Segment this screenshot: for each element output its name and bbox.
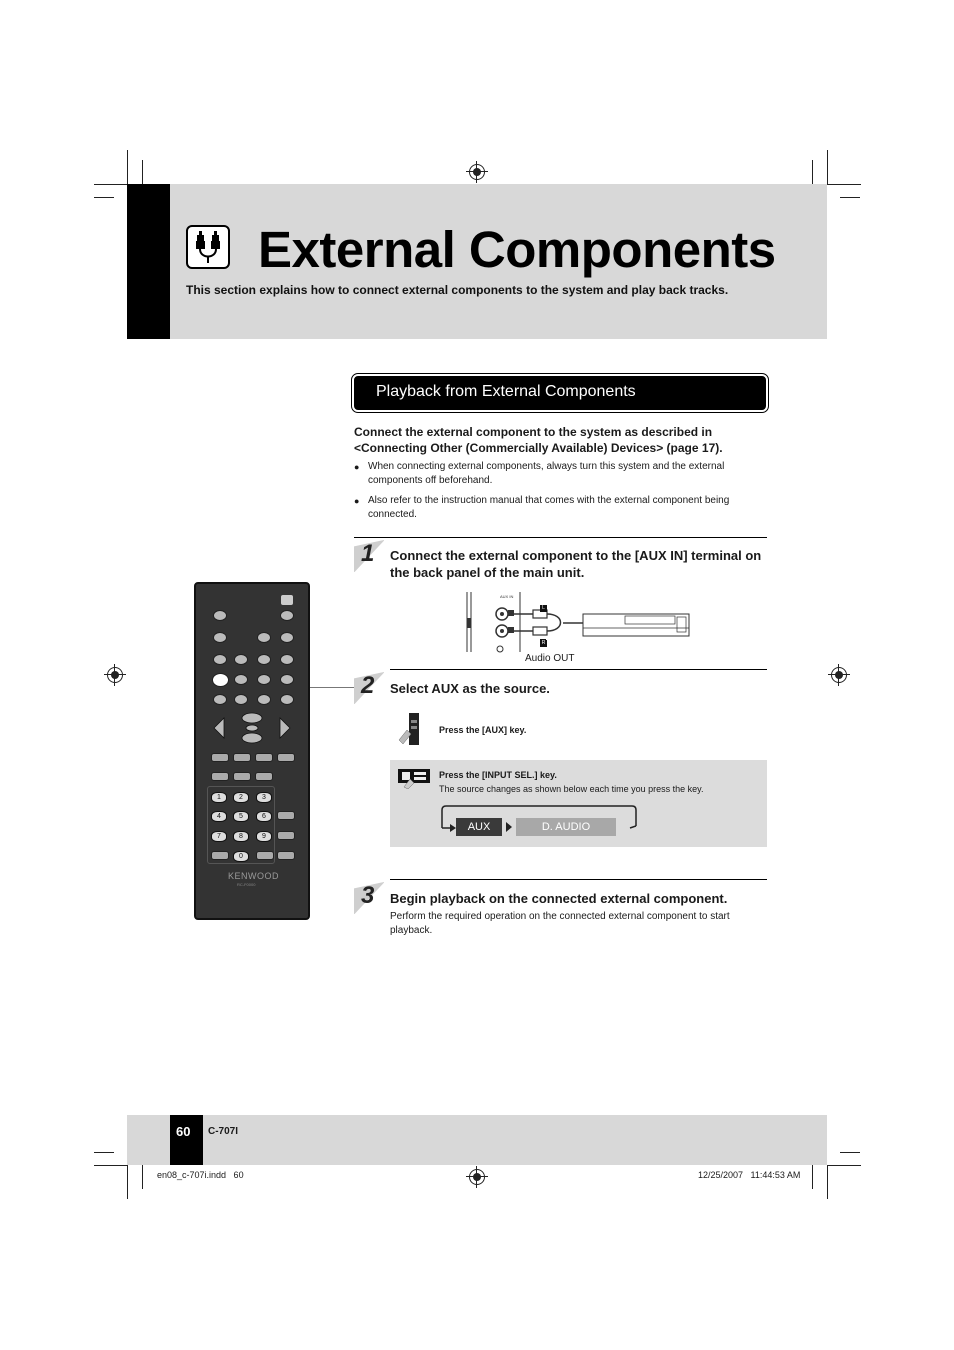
source-aux: AUX — [456, 818, 502, 836]
remote-button — [234, 694, 248, 705]
crop-mark — [827, 150, 828, 184]
press-input-text: Press the [INPUT SEL.] key. — [439, 770, 557, 780]
page-title: External Components — [258, 221, 776, 278]
remote-button — [280, 632, 294, 643]
step-number-badge — [354, 672, 384, 704]
registration-mark — [469, 1169, 485, 1185]
remote-button — [213, 654, 227, 665]
remote-button — [277, 811, 295, 820]
remote-button — [213, 694, 227, 705]
remote-button — [280, 654, 294, 665]
remote-brand-logo: KENWOOD — [228, 871, 280, 881]
remote-button — [257, 694, 271, 705]
crop-mark — [94, 184, 128, 185]
model-code: C-707I — [208, 1126, 239, 1137]
remote-button — [255, 753, 273, 762]
crop-mark — [827, 1165, 861, 1166]
remote-number-key: 6 — [256, 811, 272, 822]
step-number-badge — [354, 882, 384, 914]
intro-text: This section explains how to connect external components to the system and play back tracks. — [186, 283, 729, 297]
crop-mark — [840, 197, 860, 198]
remote-button — [277, 831, 295, 840]
crop-mark — [94, 1152, 114, 1153]
crop-mark — [142, 1165, 143, 1189]
press-aux-text: Press the [AUX] key. — [439, 725, 527, 735]
registration-mark — [831, 667, 847, 683]
remote-button — [213, 610, 227, 621]
remote-button — [257, 632, 271, 643]
remote-button — [280, 694, 294, 705]
aux-in-label: AUX IN — [500, 594, 514, 599]
step-divider — [390, 669, 767, 670]
registration-mark — [469, 164, 485, 180]
remote-number-key: 5 — [233, 811, 249, 822]
remote-number-key: 4 — [211, 811, 227, 822]
source-d-audio: D. AUDIO — [516, 818, 616, 836]
section-title: Playback from External Components — [376, 383, 636, 400]
remote-button — [211, 851, 229, 860]
remote-dpad — [212, 712, 292, 753]
remote-button — [213, 632, 227, 643]
step-divider — [354, 537, 767, 538]
step-number: 1 — [361, 540, 375, 567]
audio-out-label: Audio OUT — [525, 653, 575, 664]
crop-mark — [94, 1165, 128, 1166]
step-body: Perform the required operation on the connected external component to start playback. — [390, 911, 730, 936]
remote-number-key: 0 — [233, 851, 249, 862]
step-number: 2 — [361, 672, 375, 699]
bullet-item: ● When connecting external components, always turn this system and the external components off beforehand. — [354, 460, 754, 488]
left-channel-mark: L — [540, 605, 547, 612]
remote-button — [234, 674, 248, 685]
remote-button — [257, 674, 271, 685]
remote-button — [257, 654, 271, 665]
registration-mark — [107, 667, 123, 683]
remote-button — [277, 851, 295, 860]
crop-mark — [127, 1165, 128, 1199]
crop-mark — [142, 160, 143, 184]
remote-number-key: 8 — [233, 831, 249, 842]
step-title: Begin playback on the connected external component. — [390, 891, 728, 906]
bullet-item: ● Also refer to the instruction manual that comes with the external component being connected. — [354, 494, 754, 522]
print-timestamp: 12/25/2007 11:44:53 AM — [698, 1170, 801, 1180]
file-info: en08_c-707i.indd 60 — [157, 1170, 244, 1180]
aux-connection-diagram — [465, 592, 691, 654]
step-divider — [390, 879, 767, 880]
rca-plug-icon — [186, 225, 230, 269]
step-title: Connect the external component to the [AUX IN] terminal on the back panel of the main unit. — [390, 548, 762, 580]
remote-button — [234, 654, 248, 665]
crop-mark — [127, 150, 128, 184]
remote-button — [280, 610, 294, 621]
crop-mark — [94, 197, 114, 198]
step-number-badge — [354, 540, 384, 572]
remote-number-key: 2 — [233, 792, 249, 803]
remote-model: RC-F0000 — [237, 882, 256, 887]
remote-button — [233, 753, 251, 762]
remote-button — [280, 674, 294, 685]
lead-text: Connect the external component to the system as described in <Connecting Other (Commercially Available) Devices> (page 17). — [354, 425, 723, 455]
crop-mark — [812, 1165, 813, 1189]
remote-number-key: 1 — [211, 792, 227, 803]
remote-number-key: 9 — [256, 831, 272, 842]
right-channel-mark: R — [541, 640, 546, 646]
power-icon — [281, 595, 293, 605]
step-number: 3 — [361, 882, 375, 909]
remote-button — [256, 851, 274, 860]
remote-button — [233, 772, 251, 781]
remote-button — [211, 772, 229, 781]
page-number-tab — [170, 1115, 203, 1165]
remote-button — [255, 772, 273, 781]
remote-button — [277, 753, 295, 762]
page-number: 60 — [176, 1124, 191, 1139]
crop-mark — [812, 160, 813, 184]
remote-number-key: 3 — [256, 792, 272, 803]
main-unit-key-icon — [396, 765, 432, 794]
crop-mark — [827, 184, 861, 185]
remote-aux-button — [212, 673, 229, 687]
crop-mark — [827, 1165, 828, 1199]
step-title: Select AUX as the source. — [390, 681, 550, 696]
footer-band — [127, 1115, 827, 1165]
header-accent-bar — [127, 184, 170, 339]
remote-button — [211, 753, 229, 762]
source-change-note: The source changes as shown below each time you press the key. — [439, 784, 704, 794]
remote-number-key: 7 — [211, 831, 227, 842]
crop-mark — [840, 1152, 860, 1153]
remote-key-icon — [397, 710, 429, 751]
